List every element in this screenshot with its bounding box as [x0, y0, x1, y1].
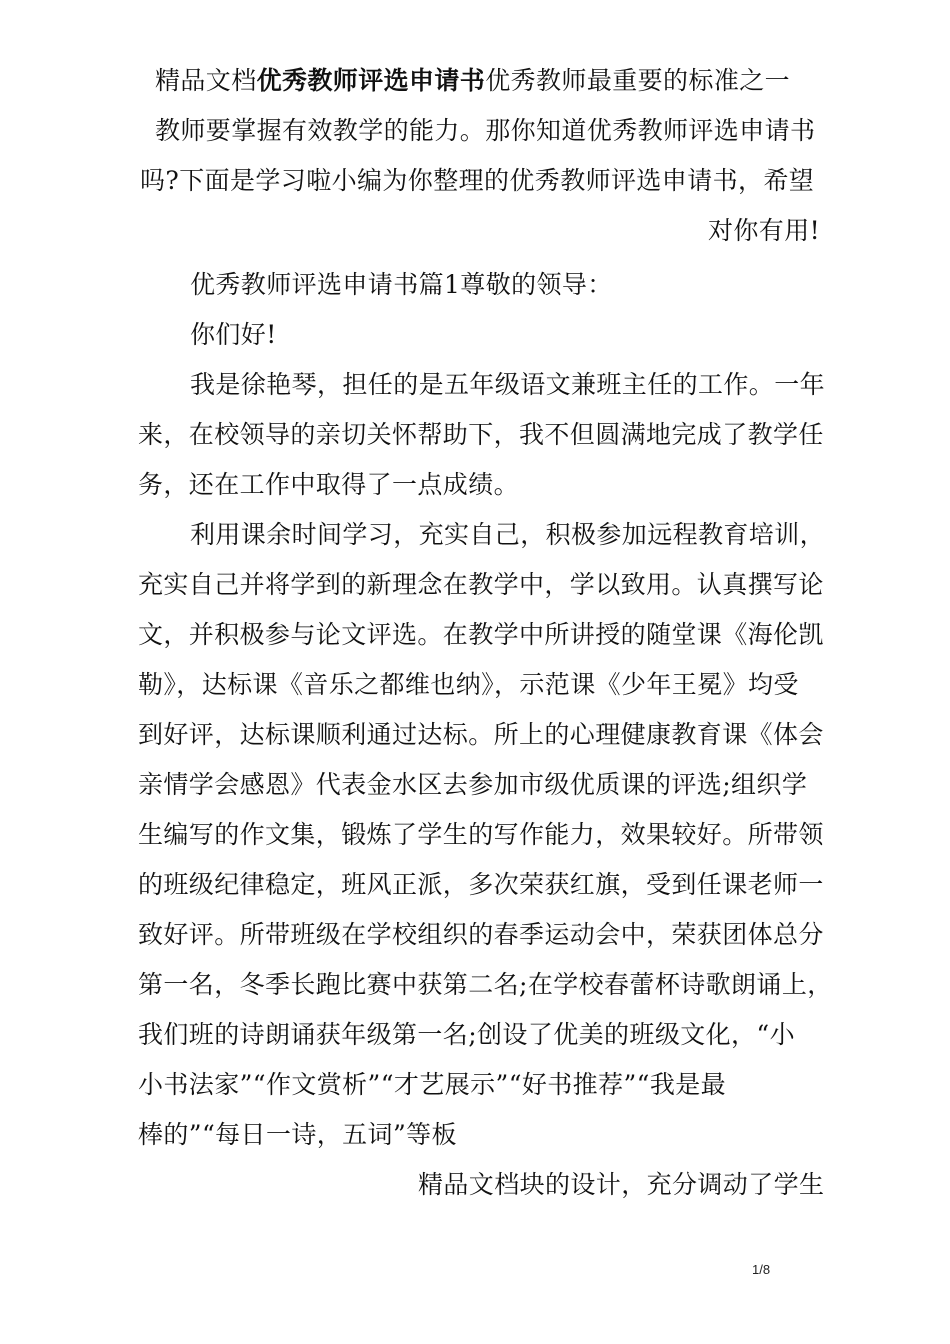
- body-line-13: 的班级纪律稳定，班风正派，多次荣获红旗，受到任课老师一: [138, 870, 824, 899]
- body-line-15: 第一名，冬季长跑比赛中获第二名;在学校春蕾杯诗歌朗诵上，: [138, 970, 833, 999]
- body-line-9: 勒》，达标课《音乐之都维也纳》，示范课《少年王冕》均受: [138, 670, 799, 699]
- body-line-5: 务，还在工作中取得了一点成绩。: [138, 470, 520, 499]
- body-line-7: 充实自己并将学到的新理念在教学中，学以致用。认真撰写论: [138, 570, 824, 599]
- header-prefix: 精品文档: [155, 66, 257, 95]
- body-line-3: 我是徐艳琴，担任的是五年级语文兼班主任的工作。一年: [190, 370, 826, 399]
- intro-line-4: 对你有用!: [708, 216, 821, 245]
- intro-line-2: 教师要掌握有效教学的能力。那你知道优秀教师评选申请书: [155, 116, 816, 145]
- intro-line-1: 优秀教师最重要的标准之一: [485, 66, 791, 95]
- body-line-2: 你们好!: [190, 320, 277, 349]
- body-line-11: 亲情学会感恩》代表金水区去参加市级优质课的评选;组织学: [138, 770, 808, 799]
- body-line-12: 生编写的作文集，锻炼了学生的写作能力，效果较好。所带领: [138, 820, 824, 849]
- footer-line: 精品文档块的设计，充分调动了学生: [418, 1170, 825, 1199]
- body-line-1: 优秀教师评选申请书篇1尊敬的领导：: [190, 270, 613, 299]
- body-line-4: 来，在校领导的亲切关怀帮助下，我不但圆满地完成了教学任: [138, 420, 824, 449]
- body-line-17: 小书法家”“作文赏析”“才艺展示”“好书推荐”“我是最: [138, 1070, 727, 1099]
- body-line-18: 棒的”“每日一诗，五词”等板: [138, 1120, 457, 1149]
- body-line-14: 致好评。所带班级在学校组织的春季运动会中，荣获团体总分: [138, 920, 824, 949]
- document-title: 优秀教师评选申请书: [256, 66, 486, 95]
- body-line-8: 文，并积极参与论文评选。在教学中所讲授的随堂课《海伦凯: [138, 620, 824, 649]
- body-line-6: 利用课余时间学习，充实自己，积极参加远程教育培训，: [190, 520, 826, 549]
- page-number: 1/8: [752, 1262, 771, 1277]
- intro-line-3: 吗?下面是学习啦小编为你整理的优秀教师评选申请书，希望: [140, 166, 815, 195]
- body-line-10: 到好评，达标课顺利通过达标。所上的心理健康教育课《体会: [138, 720, 824, 749]
- body-line-16: 我们班的诗朗诵获年级第一名;创设了优美的班级文化，“小: [138, 1020, 796, 1049]
- heading-line: [155, 66, 790, 96]
